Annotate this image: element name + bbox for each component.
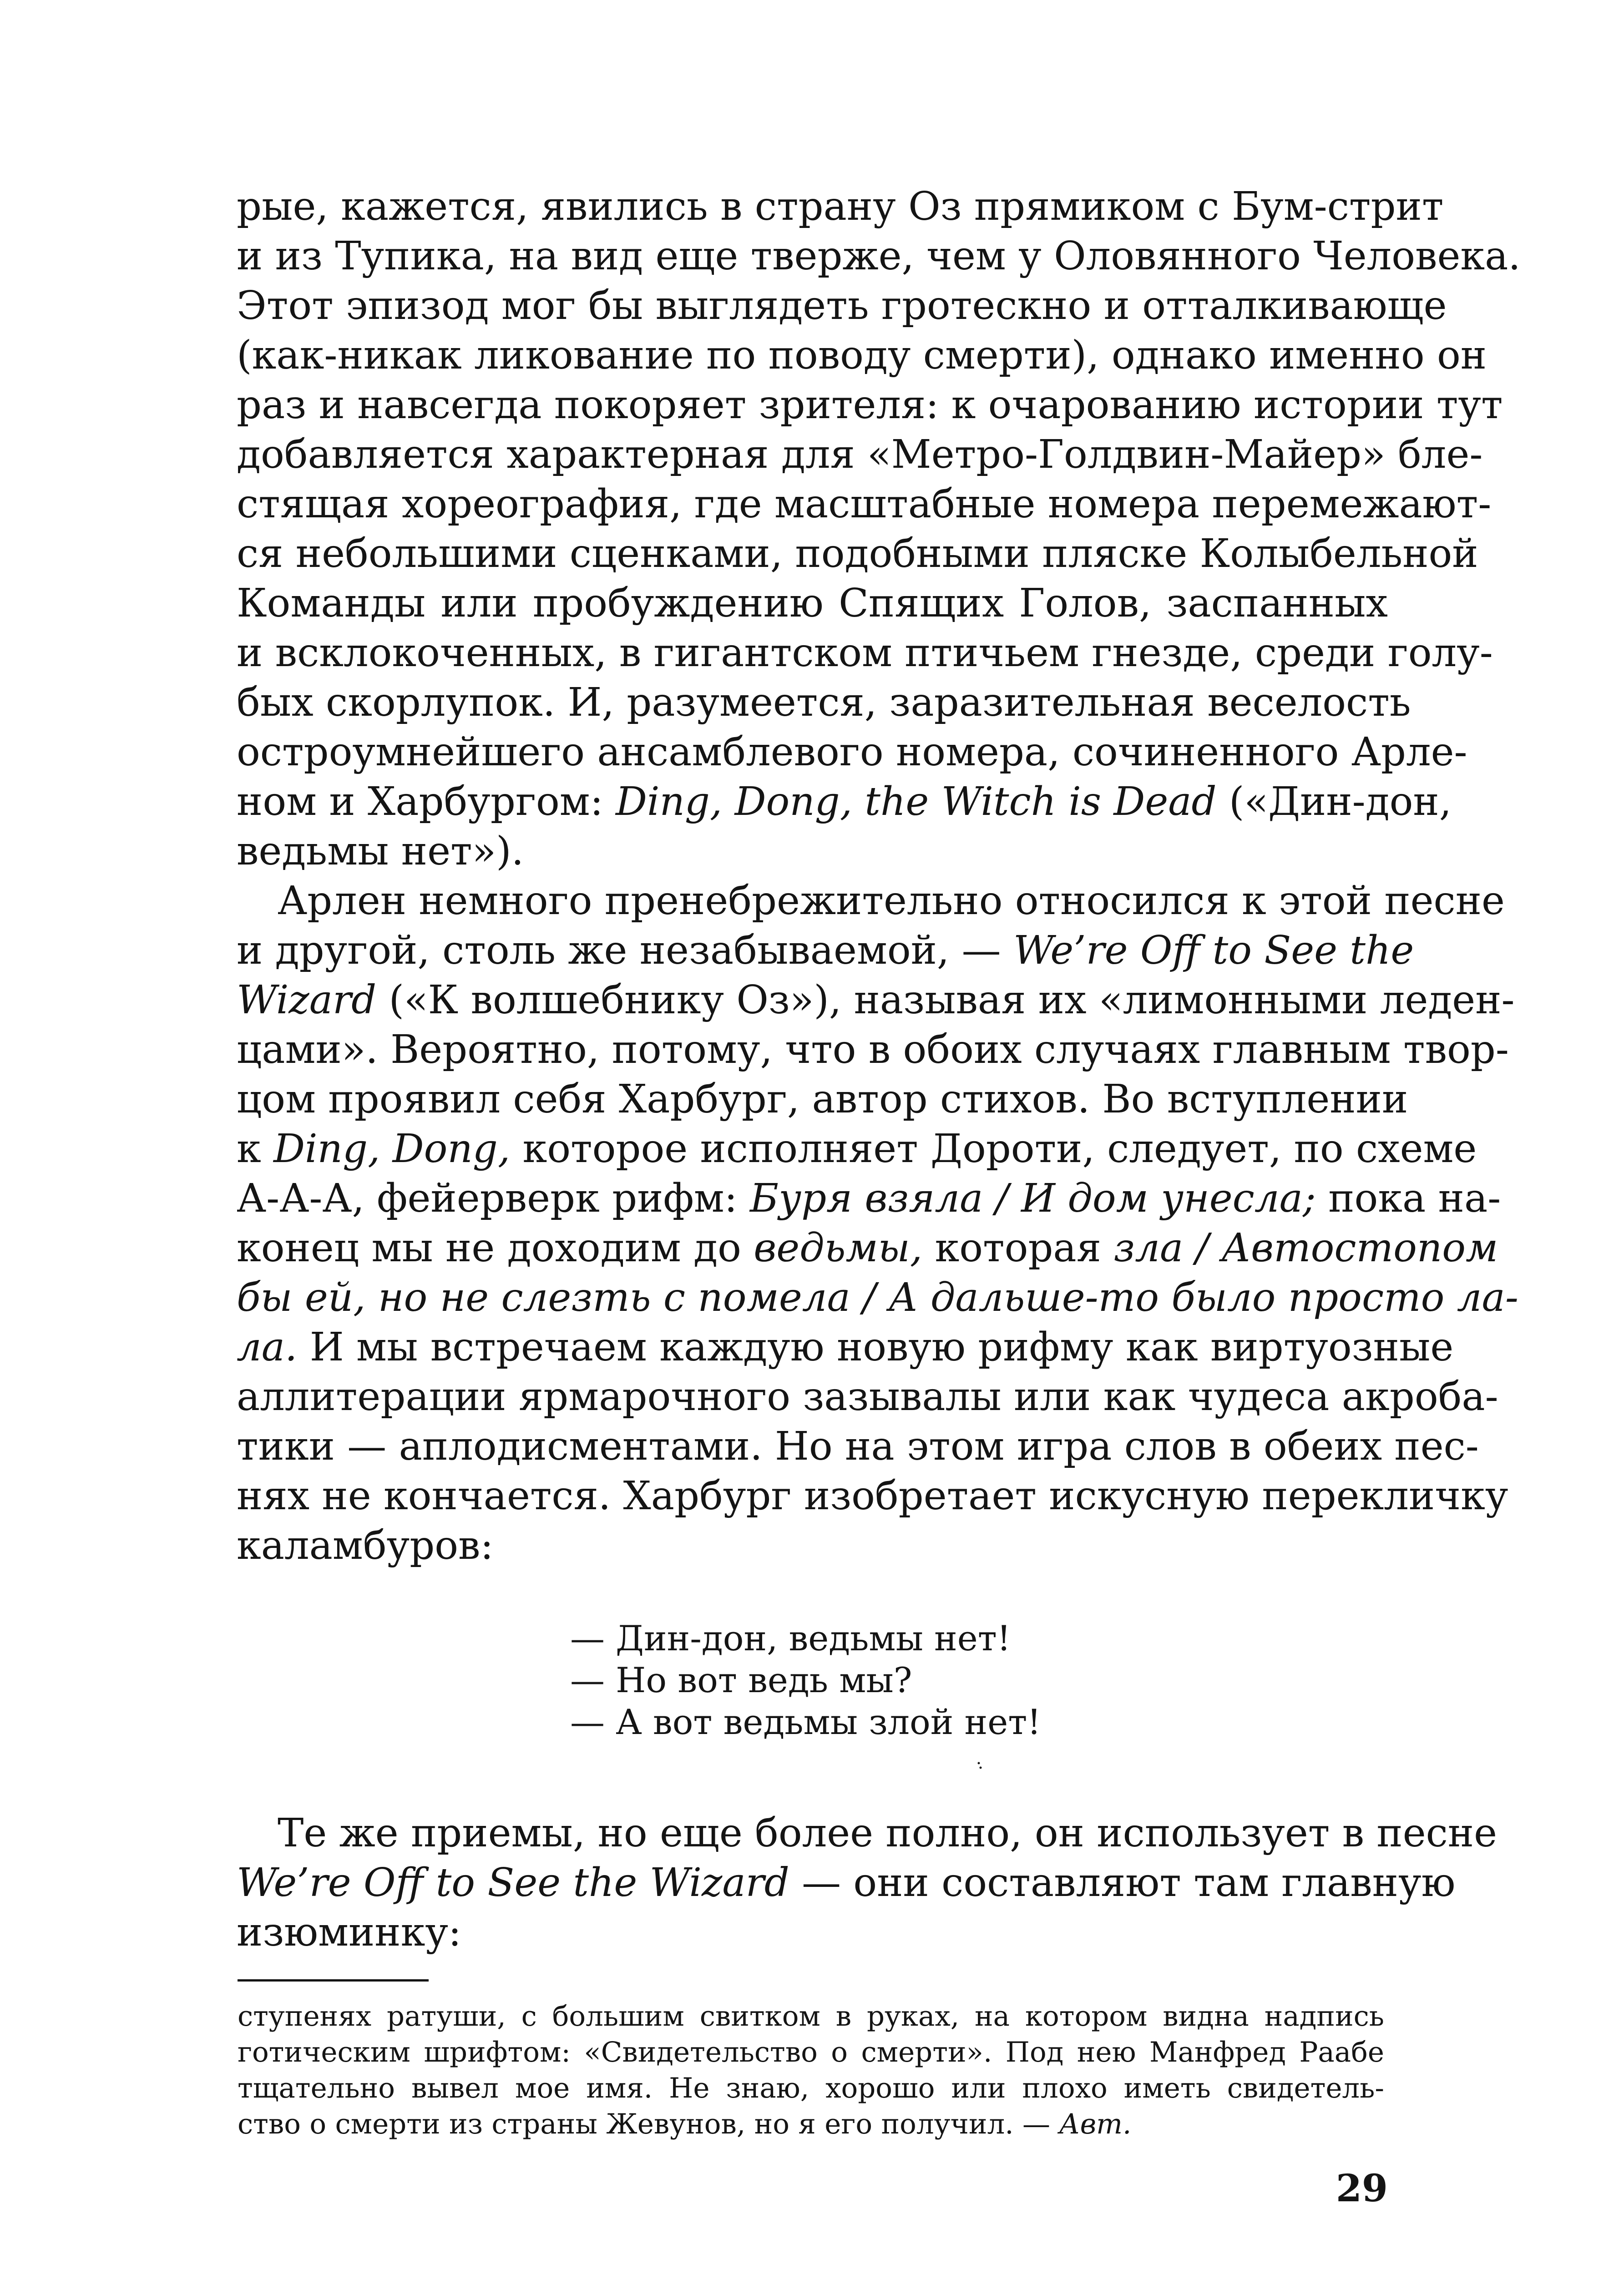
footnote-line	[238, 2106, 1384, 2142]
text-line	[237, 1323, 1454, 1372]
text-line: и всклокоченных, в гигантском птичьем гнезде, среди голу-	[237, 630, 1493, 676]
text-run: и другой, столь же незабываемой, —	[237, 928, 1013, 973]
paragraph-3	[237, 1809, 1497, 1957]
song-title: We’re Off to See the Wizard	[237, 1860, 789, 1906]
text-line: и из Тупика, на вид еще тверже, чем у Оловянного Человека.	[237, 233, 1521, 279]
poem-quote	[570, 1618, 1041, 1743]
text-line: (как-никак ликование по поводу смерти), однако именно он	[237, 333, 1487, 378]
author-note: Авт.	[1059, 2108, 1132, 2140]
lyric-quote: зла / Автостопом	[1113, 1225, 1498, 1271]
song-title: We’re Off to See the	[1013, 928, 1414, 973]
text-line: Этот эпизод мог бы выглядеть гротескно и отталкивающе	[237, 283, 1447, 329]
poem-line: — Но вот ведь мы?	[570, 1660, 912, 1700]
text-run: конец мы не доходим до	[237, 1225, 754, 1271]
text-line: Те же приемы, но еще более полно, он использует в песне	[278, 1810, 1497, 1856]
song-title: Ding, Dong,	[273, 1126, 511, 1172]
text-line: ведьмы нет»).	[237, 829, 524, 874]
text-line: Команды или пробуждению Спящих Голов, заспанных	[237, 581, 1388, 626]
text-line	[237, 1858, 1456, 1908]
text-run: которая	[922, 1225, 1114, 1271]
text-run: («Дин-дон,	[1216, 779, 1452, 824]
text-line: нях не кончается. Харбург изобретает искусную перекличку	[237, 1473, 1508, 1519]
lyric-quote: бы ей, но не слезть с помела / А дальше-то было просто ла-	[237, 1275, 1518, 1320]
page-number: 29	[1336, 2167, 1388, 2210]
lyric-quote: Буря взяла / И дом унесла;	[750, 1176, 1316, 1221]
footnote	[238, 1998, 1384, 2142]
text-line: стящая хореография, где масштабные номера перемежают-	[237, 481, 1492, 527]
ink-speck-mark	[977, 1761, 982, 1770]
text-line	[237, 976, 1515, 1025]
text-line: ся небольшими сценками, подобными пляске Колыбельной	[237, 531, 1478, 576]
text-run: А-А-А, фейерверк рифм:	[237, 1176, 750, 1221]
footnote-line: ступенях ратуши, с большим свитком в руках, на котором видна надпись	[238, 2000, 1384, 2032]
text-line: раз и навсегда покоряет зрителя: к очарованию истории тут	[237, 382, 1503, 428]
text-line: цами». Вероятно, потому, что в обоих случаях главным твор-	[237, 1027, 1509, 1072]
ink-speck	[977, 1760, 982, 1769]
text-run: И мы встречаем каждую новую рифму как виртуозные	[297, 1325, 1454, 1370]
footnote-separator	[238, 1979, 429, 1982]
text-run: которое исполняет Дороти, следует, по схеме	[510, 1126, 1477, 1172]
text-line: цом проявил себя Харбург, автор стихов. Во вступлении	[237, 1077, 1408, 1122]
song-title: Wizard	[237, 977, 377, 1023]
paragraph-1	[237, 182, 1521, 876]
text-line: тики — аплодисментами. Но на этом игра слов в обеих пес-	[237, 1424, 1479, 1469]
text-line: остроумнейшего ансамблевого номера, сочиненного Арле-	[237, 729, 1467, 775]
poem-line: — Дин-дон, ведьмы нет!	[570, 1618, 1011, 1658]
text-line	[237, 1223, 1498, 1273]
text-line: добавляется характерная для «Метро-Голдвин-Майер» бле-	[237, 432, 1483, 477]
text-line	[237, 777, 1452, 827]
text-line: Арлен немного пренебрежительно относился к этой песне	[278, 878, 1505, 924]
text-run: ство о смерти из страны Жевунов, но я его получил. —	[238, 2108, 1059, 2140]
text-line: каламбуров:	[237, 1523, 494, 1568]
text-line: бых скорлупок. И, разумеется, заразительная веселость	[237, 680, 1411, 725]
footnote-line: готическим шрифтом: «Свидетельство о смерти». Под нею Манфред Раабе	[238, 2036, 1384, 2068]
song-title: Ding, Dong, the Witch is Dead	[616, 779, 1217, 824]
text-line	[237, 1174, 1501, 1223]
text-run: к	[237, 1126, 274, 1172]
text-run: пока на-	[1315, 1176, 1501, 1221]
text-line	[237, 1124, 1477, 1174]
footnote-line: тщательно вывел мое имя. Не знаю, хорошо или плохо иметь свидетель-	[238, 2072, 1384, 2104]
poem-line: — А вот ведьмы злой нет!	[570, 1702, 1041, 1742]
text-run: («К волшебнику Оз»), называя их «лимонными леден-	[376, 977, 1515, 1023]
text-run: — они составляют там главную	[789, 1860, 1456, 1906]
text-line	[237, 926, 1414, 976]
text-line: изюминку:	[237, 1910, 461, 1955]
paragraph-3-text	[237, 1809, 1497, 1957]
text-run: ном и Харбургом:	[237, 779, 616, 824]
paragraph-2	[237, 876, 1518, 1571]
text-line: аллитерации ярмарочного зазывалы или как чудеса акроба-	[237, 1374, 1498, 1420]
lyric-quote: ла.	[237, 1325, 298, 1370]
lyric-quote: ведьмы,	[754, 1225, 923, 1271]
main-text	[237, 182, 1521, 1571]
text-line: рые, кажется, явились в страну Оз прямиком с Бум-стрит	[237, 184, 1444, 229]
